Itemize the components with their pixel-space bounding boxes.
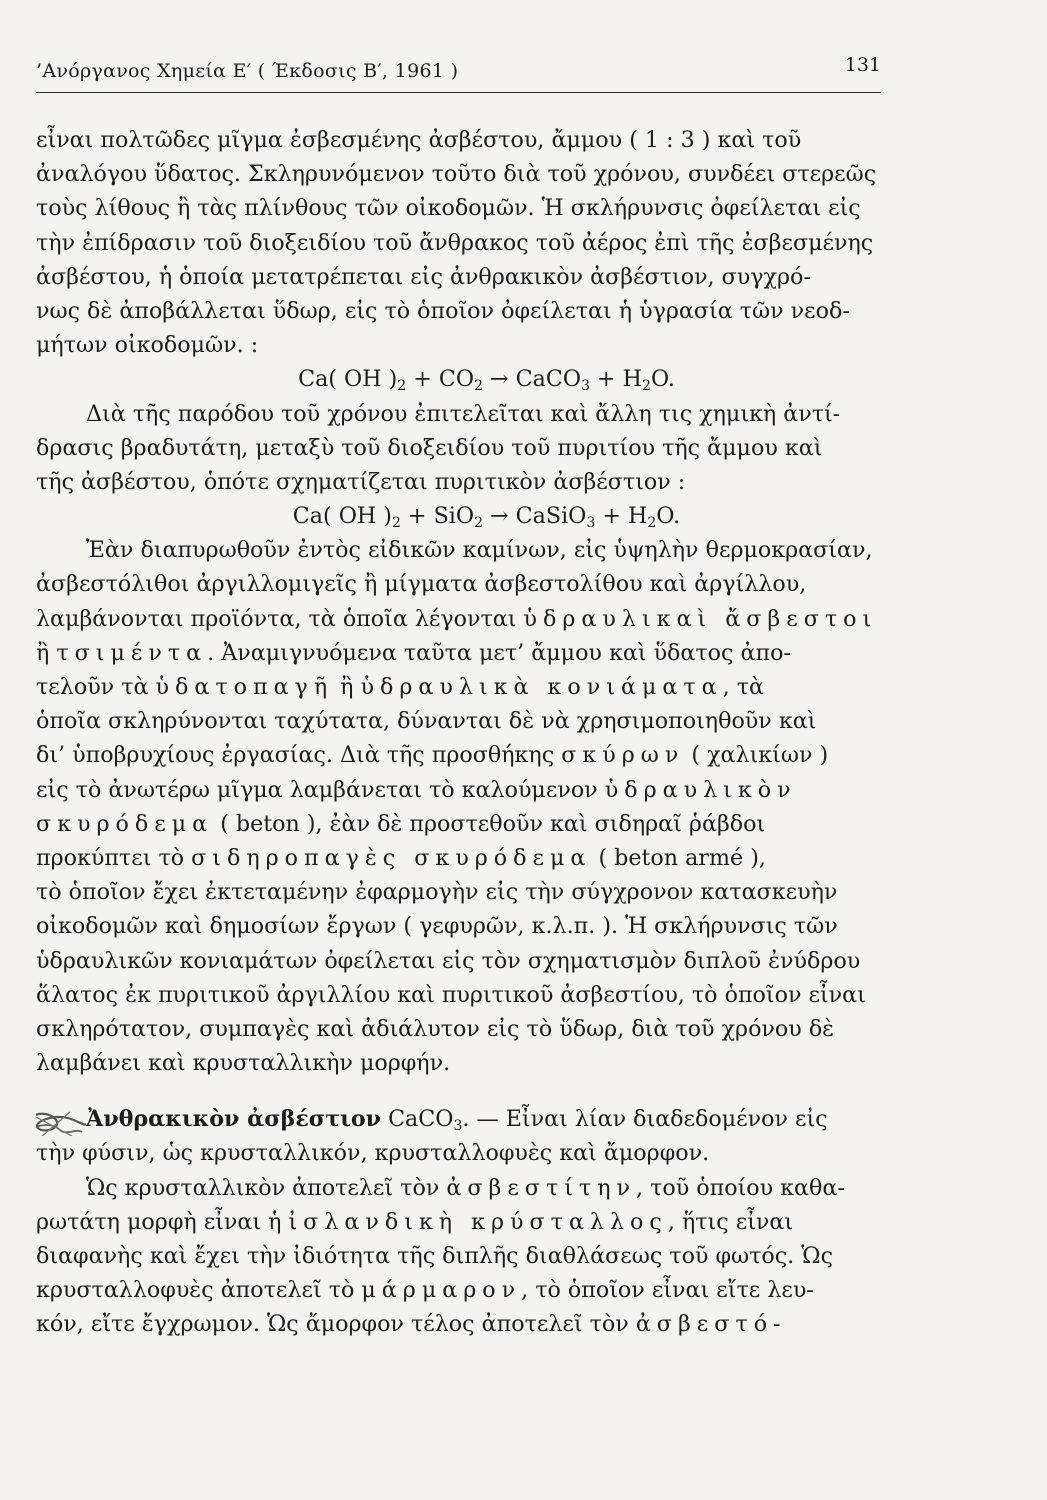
text-line: Ἐὰν διαπυρωθοῦν ἐντὸς εἰδικῶν καμίνων, εἰς ὑψηλὴν θερμοκρασίαν, — [86, 537, 873, 564]
spaced-term: σκύρων — [561, 742, 685, 769]
text-line: τὸ ὁποῖον ἔχει ἐκτεταμένην ἐφαρμογὴν εἰς τὴν σύγχρονον κατασκευὴν — [36, 879, 838, 906]
chemical-equation-2: Ca( OH )$_2 + SiO_2$ → CaSiO$_3$ + $H_2O$. — [292, 503, 681, 532]
section-title: Ἀνθρακικὸν ἀσβέστιον — [86, 1106, 382, 1133]
spaced-term: ὑδραυλικὰ κονιάματα — [360, 674, 723, 700]
text-line: Διὰ τῆς παρόδου τοῦ χρόνου ἐπιτελεῖται καὶ ἄλλη τις χημικὴ ἀντί- — [86, 400, 841, 427]
chemical-equation-1: Ca( OH )$_2 + CO_2$ → CaCO$_3$ + $H_2O$. — [298, 366, 675, 395]
text-line: δρασις βραδυτάτη, μεταξὺ τοῦ διοξειδίου τοῦ πυριτίου τῆς ἄμμου καὶ — [36, 434, 823, 461]
spaced-term: ὑδραυλικὸν — [604, 776, 797, 803]
text-line: διαφανὴς καὶ ἔχει τὴν ἰδιότητα τῆς διπλῆς διαθλάσεως τοῦ φωτός. Ὡς — [36, 1243, 833, 1269]
text-line: εἰς τὸ ἀνωτέρω μῖγμα λαμβάνεται τὸ καλούμενον ὑδραυλικὸν — [36, 776, 797, 803]
text-line: ἢ τσιμέντα. Ἀναμιγνυόμενα ταῦτα μετ’ ἄμμου καὶ ὕδατος ἀπο- — [36, 639, 791, 666]
spaced-term: σιδηροπαγὲς σκυρόδεμα — [191, 844, 592, 871]
spaced-term: σκυρόδεμα — [36, 810, 214, 837]
text-line: κρυσταλλοφυὲς ἀποτελεῖ τὸ μάρμαρον, τὸ ὁποῖον εἶναι εἴτε λευ- — [36, 1277, 814, 1304]
text-line: οἰκοδομῶν καὶ δημοσίων ἔργων ( γεφυρῶν, κ.λ.π. ). Ἡ σκλήρυνσις τῶν — [36, 913, 838, 940]
spaced-term: ἀσβεστό- — [635, 1311, 787, 1338]
body-text — [36, 123, 877, 1342]
text-line: Ὡς κρυσταλλικὸν ἀποτελεῖ τὸν ἀσβεστίτην, τοῦ ὁποίου καθα- — [86, 1174, 845, 1201]
spaced-term: ἀσβεστίτην — [446, 1174, 636, 1201]
spaced-term: μάρμαρον — [361, 1277, 522, 1304]
running-head: ’Ανόργανος Χημεία Ε′ ( Έκδοσις Β′, 1961 ) — [36, 60, 459, 82]
text-line: ὁποῖα σκληρύνονται ταχύτατα, δύνανται δὲ νὰ χρησιμοποιηθοῦν καὶ — [36, 708, 817, 735]
text-line: τὴν φύσιν, ὡς κρυσταλλικόν, κρυσταλλοφυὲς καὶ ἄμορφον. — [36, 1140, 710, 1167]
text-line: ἅλατος ἐκ πυριτικοῦ ἀργιλλίου καὶ πυριτικοῦ ἀσβεστίου, τὸ ὁποῖον εἶναι — [36, 981, 866, 1008]
text-line: ἀναλόγου ὕδατος. Σκληρυνόμενον τοῦτο διὰ τοῦ χρόνου, συνδέει στερεῶς — [36, 161, 877, 188]
text-line: τελοῦν τὰ ὑδατοπαγῆ ἢ ὑδραυλικὰ κονιάματα, τὰ — [36, 674, 764, 700]
spaced-term: ὑδραυλικαὶ ἄσβεστοι — [523, 605, 877, 632]
text-line: σκληρότατον, συμπαγὲς καὶ ἀδιάλυτον εἰς τὸ ὕδωρ, διὰ τοῦ χρόνου δὲ — [36, 1015, 835, 1042]
text-line: λαμβάνει καὶ κρυσταλλικὴν μορφήν. — [36, 1050, 451, 1077]
scribble-mark-icon — [36, 1104, 90, 1136]
section-heading-line: Ἀνθρακικὸν ἀσβέστιον CaCO$_3$. — Εἶναι λίαν διαδεδομένον εἰς — [36, 1102, 877, 1136]
text-line: νως δὲ ἀποβάλλεται ὕδωρ, εἰς τὸ ὁποῖον ὀφείλεται ἡ ὑγρασία τῶν νεοδ- — [36, 297, 850, 324]
text-line: δι’ ὑποβρυχίους ἐργασίας. Διὰ τῆς προσθήκης σκύρων ( χαλικίων ) — [36, 742, 829, 769]
text-line: ὑδραυλικῶν κονιαμάτων ὀφείλεται εἰς τὸν σχηματισμὸν διπλοῦ ἐνύδρου — [36, 947, 861, 974]
page-number: 131 — [844, 54, 881, 76]
text-line: σκυρόδεμα ( beton ), ἐὰν δὲ προστεθοῦν καὶ σιδηραῖ ῥάβδοι — [36, 810, 766, 837]
text-line: τῆς ἀσβέστου, ὁπότε σχηματίζεται πυριτικὸν ἀσβέστιον : — [36, 468, 686, 495]
text-line: λαμβάνονται προϊόντα, τὰ ὁποῖα λέγονται ὑδραυλικαὶ ἄσβεστοι — [36, 605, 877, 632]
text-line: τὴν ἐπίδρασιν τοῦ διοξειδίου τοῦ ἄνθρακος τοῦ ἀέρος ἐπὶ τῆς ἐσβεσμένης — [36, 229, 874, 256]
text-line: μήτων οἰκοδομῶν. : — [36, 332, 259, 359]
spaced-term: ὑδατοπαγῆ — [155, 674, 334, 700]
text-line: τοὺς λίθους ἢ τὰς πλίνθους τῶν οἰκοδομῶν. Ἡ σκλήρυνσις ὀφείλεται εἰς — [36, 195, 861, 222]
text-line: ρωτάτη μορφὴ εἶναι ἡ ἰσλανδικὴ κρύσταλλος, ἥτις εἶναι — [36, 1208, 794, 1235]
text-line: προκύπτει τὸ σιδηροπαγὲς σκυρόδεμα ( beton armé ), — [36, 844, 766, 871]
text-line: εἶναι πολτῶδες μῖγμα ἐσβεσμένης ἀσβέστου, ἄμμου ( 1 : 3 ) καὶ τοῦ — [36, 127, 802, 153]
text-line: κόν, εἴτε ἔγχρωμον. Ὡς ἄμορφον τέλος ἀποτελεῖ τὸν ἀσβεστό- — [36, 1311, 787, 1338]
spaced-term: ἰσλανδικὴ κρύσταλλος — [288, 1208, 668, 1235]
spaced-term: τσιμέντα — [56, 639, 208, 666]
text-line: ἀσβέστου, ἡ ὁποία μετατρέπεται εἰς ἀνθρακικὸν ἀσβέστιον, συγχρό- — [36, 263, 811, 290]
page-header — [36, 48, 881, 93]
text-line: ἀσβεστόλιθοι ἀργιλλομιγεῖς ἢ μίγματα ἀσβεστολίθου καὶ ἀργίλλου, — [36, 571, 807, 598]
